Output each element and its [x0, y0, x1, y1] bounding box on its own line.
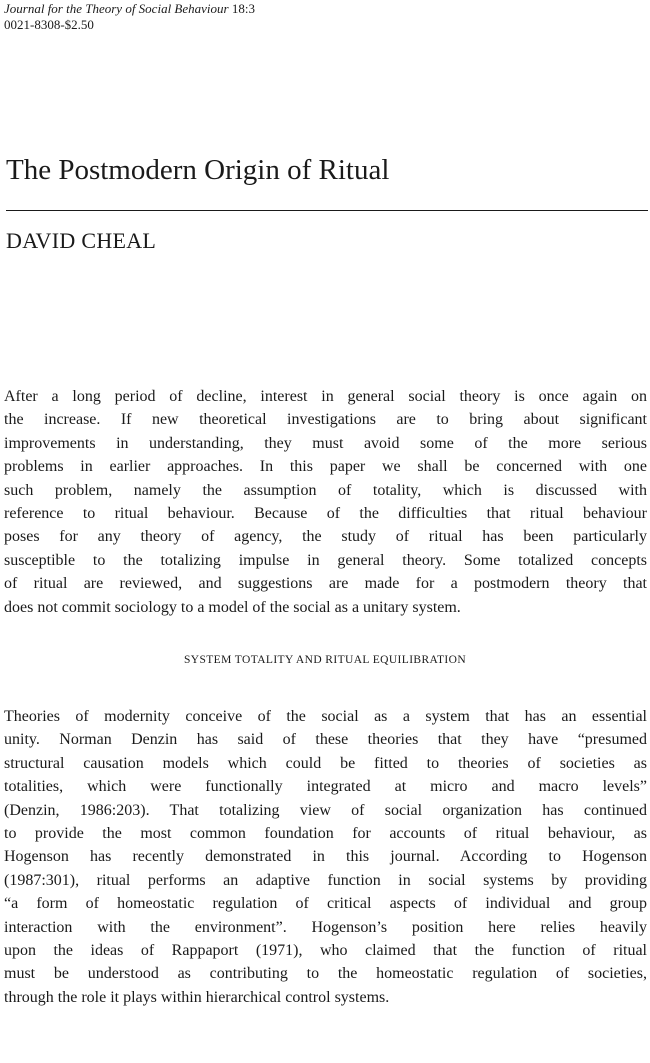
- body-line: upon the ideas of Rappaport (1971), who claimed that the function of ritual: [4, 941, 647, 959]
- body-line: structural causation models which could be fitted to theories of societies as: [4, 754, 647, 772]
- body-line: Hogenson has recently demonstrated in this journal. According to Hogenson: [4, 848, 647, 866]
- abstract: [4, 385, 647, 619]
- abstract-line: poses for any theory of agency, the study of ritual has been particularly: [4, 528, 647, 546]
- section-body: [4, 705, 647, 1009]
- body-line: (1987:301), ritual performs an adaptive function in social systems by providing: [4, 871, 647, 889]
- abstract-line: reference to ritual behaviour. Because of the difficulties that ritual behaviour: [4, 504, 647, 522]
- section-heading: SYSTEM TOTALITY AND RITUAL EQUILIBRATION: [183, 654, 467, 666]
- body-line: “a form of homeostatic regulation of critical aspects of individual and group: [4, 895, 647, 913]
- body-line: (Denzin, 1986:203). That totalizing view of social organization has continued: [4, 801, 647, 819]
- abstract-line: does not commit sociology to a model of the social as a unitary system.: [4, 598, 461, 616]
- running-head: [4, 1, 255, 17]
- article-author: DAVID CHEAL: [6, 228, 157, 253]
- body-line: must be understood as contributing to the homeostatic regulation of societies,: [4, 965, 647, 983]
- abstract-line: problems in earlier approaches. In this paper we shall be concerned with one: [4, 458, 647, 476]
- body-line: totalities, which were functionally integrated at micro and macro levels”: [4, 778, 647, 796]
- body-line: to provide the most common foundation for accounts of ritual behaviour, as: [4, 824, 647, 842]
- body-line: through the role it plays within hierarchical control systems.: [4, 988, 390, 1006]
- journal-volume: 18:3: [231, 1, 255, 16]
- body-line: interaction with the environment”. Hogenson’s position here relies heavily: [4, 918, 647, 936]
- journal-name: Journal for the Theory of Social Behaviour: [4, 1, 229, 16]
- body-line: Theories of modernity conceive of the social as a system that has an essential: [4, 708, 647, 725]
- issn-price: 0021-8308-$2.50: [4, 17, 94, 32]
- body-line: unity. Norman Denzin has said of these theories that they have “presumed: [4, 731, 647, 749]
- abstract-line: susceptible to the totalizing impulse in general theory. Some totalized concepts: [4, 551, 647, 569]
- article-title: The Postmodern Origin of Ritual: [6, 154, 390, 186]
- title-rule: [6, 210, 648, 211]
- abstract-line: After a long period of decline, interest in general social theory is once again on: [4, 388, 647, 405]
- abstract-line: the increase. If new theoretical investigations are to bring about significant: [4, 411, 647, 429]
- abstract-line: improvements in understanding, they must avoid some of the more serious: [4, 434, 647, 452]
- abstract-line: of ritual are reviewed, and suggestions are made for a postmodern theory that: [4, 575, 647, 593]
- abstract-line: such problem, namely the assumption of totality, which is discussed with: [4, 481, 647, 499]
